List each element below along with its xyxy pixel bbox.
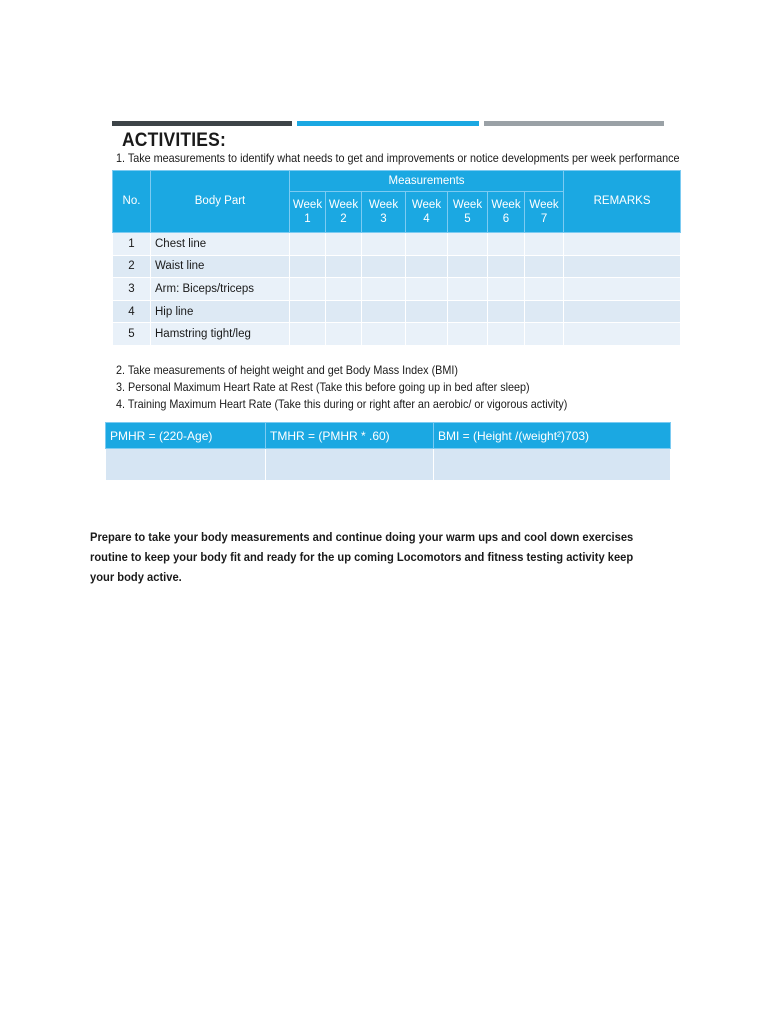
table-cell	[564, 233, 681, 256]
header-body-part: Body Part	[151, 171, 290, 233]
table-row	[113, 300, 681, 323]
formula-tmhr: TMHR = (PMHR * .60)	[266, 423, 434, 449]
header-week-1: Week 1	[290, 192, 326, 233]
bar-dark	[112, 121, 292, 126]
table-cell	[326, 300, 362, 323]
table-cell	[448, 300, 488, 323]
table-cell	[564, 300, 681, 323]
table-cell	[406, 300, 448, 323]
table-cell	[488, 233, 525, 256]
row-no: 3	[113, 278, 151, 301]
formula-answer-pmhr	[106, 449, 266, 481]
row-body-part: Hamstring tight/leg	[151, 323, 290, 346]
table-cell	[362, 233, 406, 256]
row-body-part: Chest line	[151, 233, 290, 256]
row-no: 1	[113, 233, 151, 256]
bar-gray	[484, 121, 664, 126]
header-week-6: Week 6	[488, 192, 525, 233]
table-cell	[406, 278, 448, 301]
decorative-bars	[112, 121, 664, 126]
activity-list	[116, 362, 567, 413]
header-no: No.	[113, 171, 151, 233]
table-cell	[564, 255, 681, 278]
table-cell	[448, 233, 488, 256]
table-cell	[564, 323, 681, 346]
row-body-part: Waist line	[151, 255, 290, 278]
formula-bmi: BMI = (Height /(weight²)703)	[434, 423, 671, 449]
row-body-part: Arm: Biceps/triceps	[151, 278, 290, 301]
table-cell	[406, 323, 448, 346]
activity-item-1: 1. Take measurements to identify what needs to get and improvements or notice developments per week performance	[116, 151, 680, 165]
table-cell	[525, 300, 564, 323]
header-measurements: Measurements	[290, 171, 564, 192]
header-week-5: Week 5	[448, 192, 488, 233]
table-cell	[326, 323, 362, 346]
table-cell	[326, 278, 362, 301]
activities-card	[90, 112, 686, 512]
measurements-table	[112, 170, 681, 346]
table-cell	[525, 323, 564, 346]
table-cell	[488, 323, 525, 346]
table-cell	[290, 323, 326, 346]
table-cell	[362, 323, 406, 346]
activities-heading: ACTIVITIES:	[122, 130, 227, 151]
table-row	[113, 255, 681, 278]
instruction-paragraph: Prepare to take your body measurements and continue doing your warm ups and cool down exercises routine to keep your body fit and ready for the up coming Locomotors and fitness testing activity keep your body active.	[90, 530, 634, 584]
table-cell	[362, 255, 406, 278]
table-cell	[362, 278, 406, 301]
table-cell	[362, 300, 406, 323]
header-week-3: Week 3	[362, 192, 406, 233]
table-cell	[448, 255, 488, 278]
formula-answer-tmhr	[266, 449, 434, 481]
row-no: 4	[113, 300, 151, 323]
bar-blue	[297, 121, 479, 126]
formula-pmhr: PMHR = (220-Age)	[106, 423, 266, 449]
table-cell	[488, 255, 525, 278]
row-body-part: Hip line	[151, 300, 290, 323]
table-cell	[525, 278, 564, 301]
header-week-2: Week 2	[326, 192, 362, 233]
row-no: 5	[113, 323, 151, 346]
activity-item-4: 4. Training Maximum Heart Rate (Take this during or right after an aerobic/ or vigorous activity)	[116, 397, 568, 411]
table-cell	[448, 278, 488, 301]
table-cell	[290, 255, 326, 278]
formula-table	[105, 422, 671, 481]
table-row	[113, 278, 681, 301]
table-cell	[326, 255, 362, 278]
header-week-4: Week 4	[406, 192, 448, 233]
table-cell	[290, 278, 326, 301]
row-no: 2	[113, 255, 151, 278]
table-cell	[290, 300, 326, 323]
table-row	[113, 233, 681, 256]
table-cell	[326, 233, 362, 256]
table-cell	[290, 233, 326, 256]
header-week-7: Week 7	[525, 192, 564, 233]
table-cell	[406, 233, 448, 256]
table-cell	[525, 255, 564, 278]
table-cell	[564, 278, 681, 301]
table-cell	[448, 323, 488, 346]
formula-answer-bmi	[434, 449, 671, 481]
table-row	[113, 323, 681, 346]
table-cell	[488, 300, 525, 323]
header-remarks: REMARKS	[564, 171, 681, 233]
activity-item-2: 2. Take measurements of height weight and get Body Mass Index (BMI)	[116, 363, 458, 377]
table-cell	[525, 233, 564, 256]
activity-item-3: 3. Personal Maximum Heart Rate at Rest (Take this before going up in bed after sleep)	[116, 380, 530, 394]
table-cell	[488, 278, 525, 301]
table-cell	[406, 255, 448, 278]
